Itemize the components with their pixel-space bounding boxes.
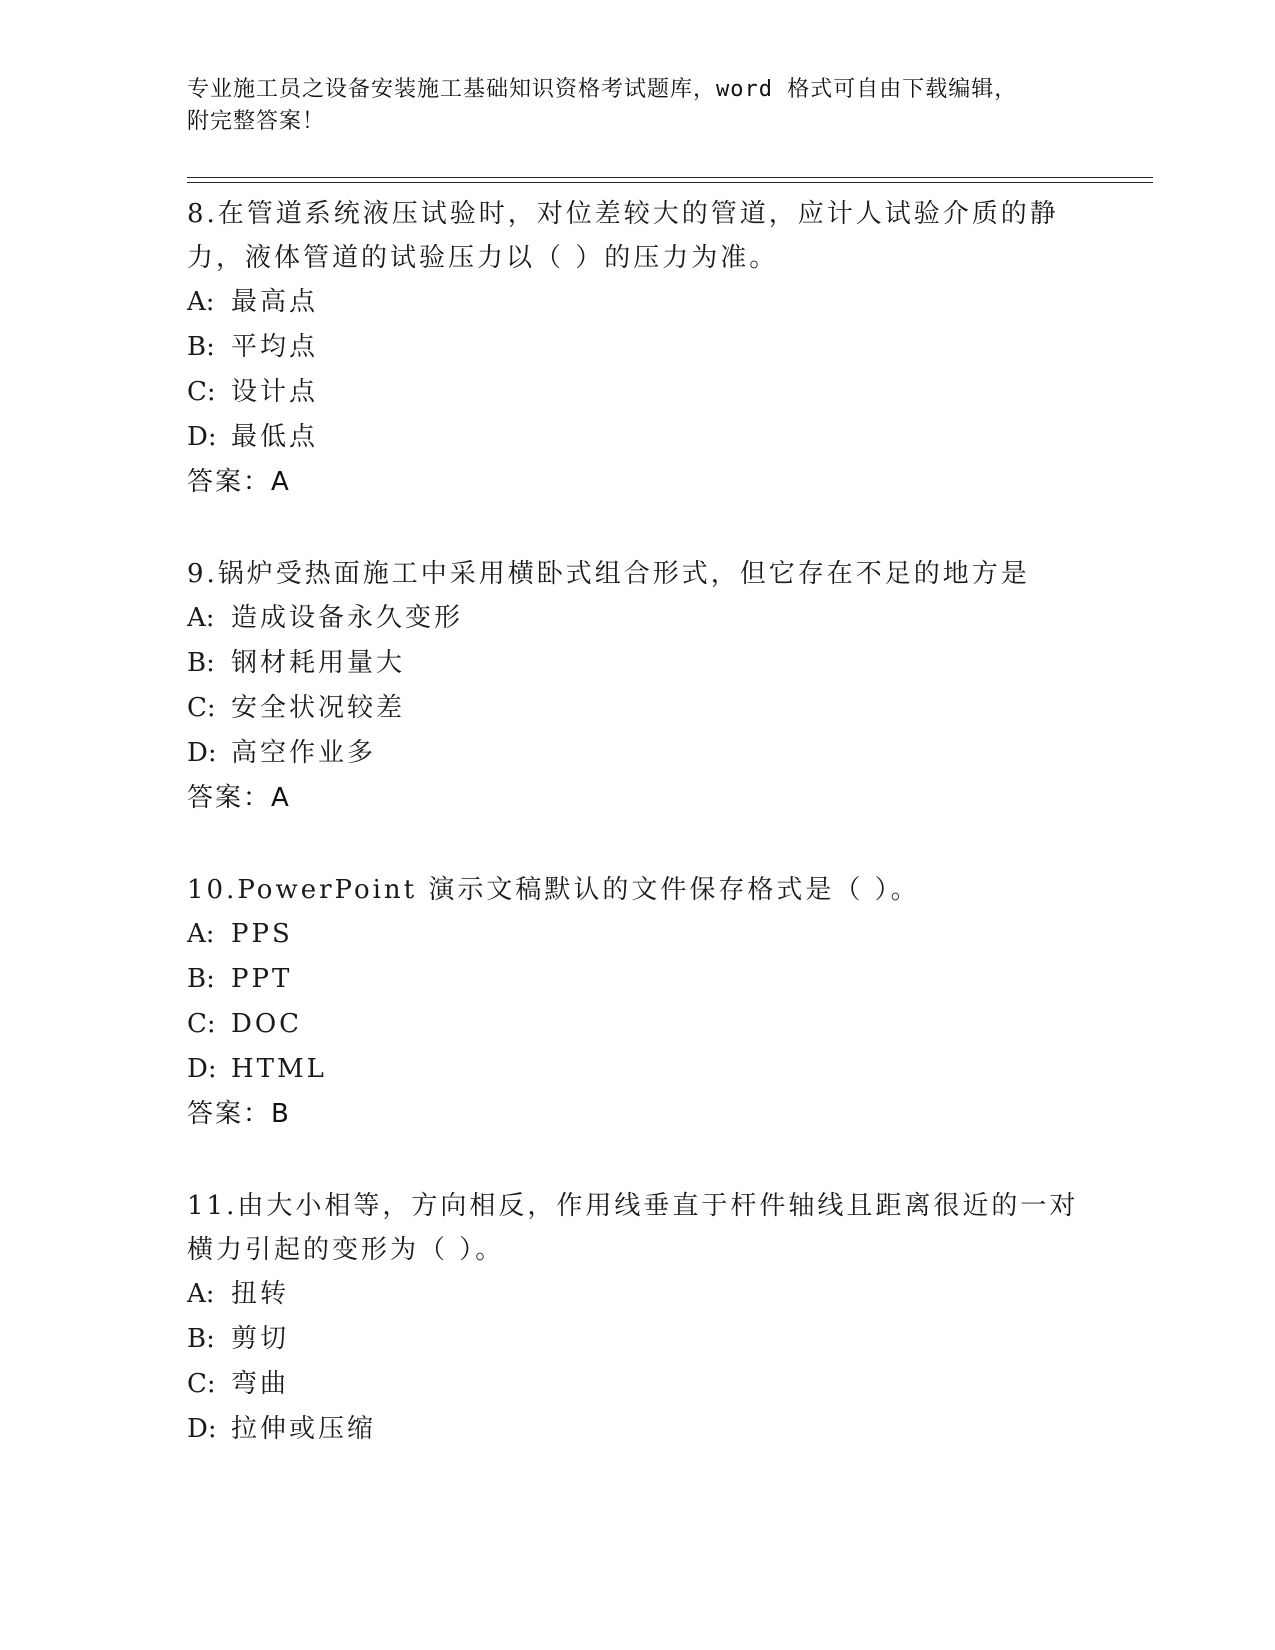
question-stem-line: 横力引起的变形为（ ）。 <box>187 1235 505 1265</box>
option-text: 钢材耗用量大 <box>231 648 406 678</box>
option-text: HTML <box>231 1054 327 1084</box>
option-text: 最低点 <box>231 422 319 452</box>
question-spacer <box>187 1137 1087 1184</box>
option-text: 安全状况较差 <box>231 693 406 723</box>
option-key: D: <box>187 1054 217 1084</box>
option-a <box>187 1272 1087 1317</box>
option-key: B: <box>187 648 215 678</box>
question-11 <box>187 1184 1087 1452</box>
option-key: A: <box>187 603 215 633</box>
question-list <box>187 192 1087 1452</box>
option-c <box>187 370 1087 415</box>
question-stem-line: 10.PowerPoint 演示文稿默认的文件保存格式是（ ）。 <box>187 875 920 905</box>
option-text: DOC <box>231 1009 303 1039</box>
question-9 <box>187 552 1087 821</box>
option-text: 弯曲 <box>231 1369 290 1399</box>
document-header <box>187 74 1087 138</box>
option-text: 平均点 <box>231 332 319 362</box>
option-b <box>187 1317 1087 1362</box>
answer-line: 答案：B <box>187 1099 291 1129</box>
option-d <box>187 415 1087 460</box>
question-spacer <box>187 505 1087 552</box>
question-spacer <box>187 821 1087 868</box>
option-text: 剪切 <box>231 1324 290 1354</box>
option-key: A: <box>187 287 215 317</box>
option-a <box>187 912 1087 957</box>
option-text: 扭转 <box>231 1279 290 1309</box>
option-key: D: <box>187 1414 217 1444</box>
option-key: D: <box>187 422 217 452</box>
option-d <box>187 1407 1087 1452</box>
option-text: 高空作业多 <box>231 738 377 768</box>
option-key: B: <box>187 964 215 994</box>
question-8 <box>187 192 1087 505</box>
question-stem-line: 11.由大小相等，方向相反，作用线垂直于杆件轴线且距离很近的一对 <box>187 1191 1079 1221</box>
answer-line: 答案：A <box>187 467 291 497</box>
option-a <box>187 280 1087 325</box>
option-text: PPT <box>231 964 293 994</box>
option-text: 设计点 <box>231 377 319 407</box>
option-key: A: <box>187 919 215 949</box>
question-10 <box>187 868 1087 1137</box>
option-key: B: <box>187 1324 215 1354</box>
question-stem-line: 8.在管道系统液压试验时，对位差较大的管道，应计人试验介质的静 <box>187 199 1059 229</box>
header-line-2: 附完整答案！ <box>187 109 326 134</box>
option-key: B: <box>187 332 215 362</box>
header-divider-bottom <box>187 182 1153 183</box>
option-b <box>187 325 1087 370</box>
option-c <box>187 1362 1087 1407</box>
answer-line: 答案：A <box>187 783 291 813</box>
option-a <box>187 596 1087 641</box>
option-d <box>187 731 1087 776</box>
option-key: D: <box>187 738 217 768</box>
option-text: PPS <box>231 919 293 949</box>
option-key: C: <box>187 1369 216 1399</box>
option-text: 造成设备永久变形 <box>231 603 464 633</box>
option-text: 最高点 <box>231 287 319 317</box>
option-c <box>187 1002 1087 1047</box>
option-key: C: <box>187 377 216 407</box>
question-stem-line: 9.锅炉受热面施工中采用横卧式组合形式，但它存在不足的地方是 <box>187 559 1030 589</box>
option-b <box>187 641 1087 686</box>
header-divider-top <box>187 177 1153 178</box>
option-c <box>187 686 1087 731</box>
option-key: A: <box>187 1279 215 1309</box>
option-key: C: <box>187 1009 216 1039</box>
question-stem-line: 力，液体管道的试验压力以（ ）的压力为准。 <box>187 243 779 273</box>
option-b <box>187 957 1087 1002</box>
option-key: C: <box>187 693 216 723</box>
option-text: 拉伸或压缩 <box>231 1414 377 1444</box>
header-line-1: 专业施工员之设备安装施工基础知识资格考试题库，word 格式可自由下载编辑， <box>187 77 1018 102</box>
option-d <box>187 1047 1087 1092</box>
